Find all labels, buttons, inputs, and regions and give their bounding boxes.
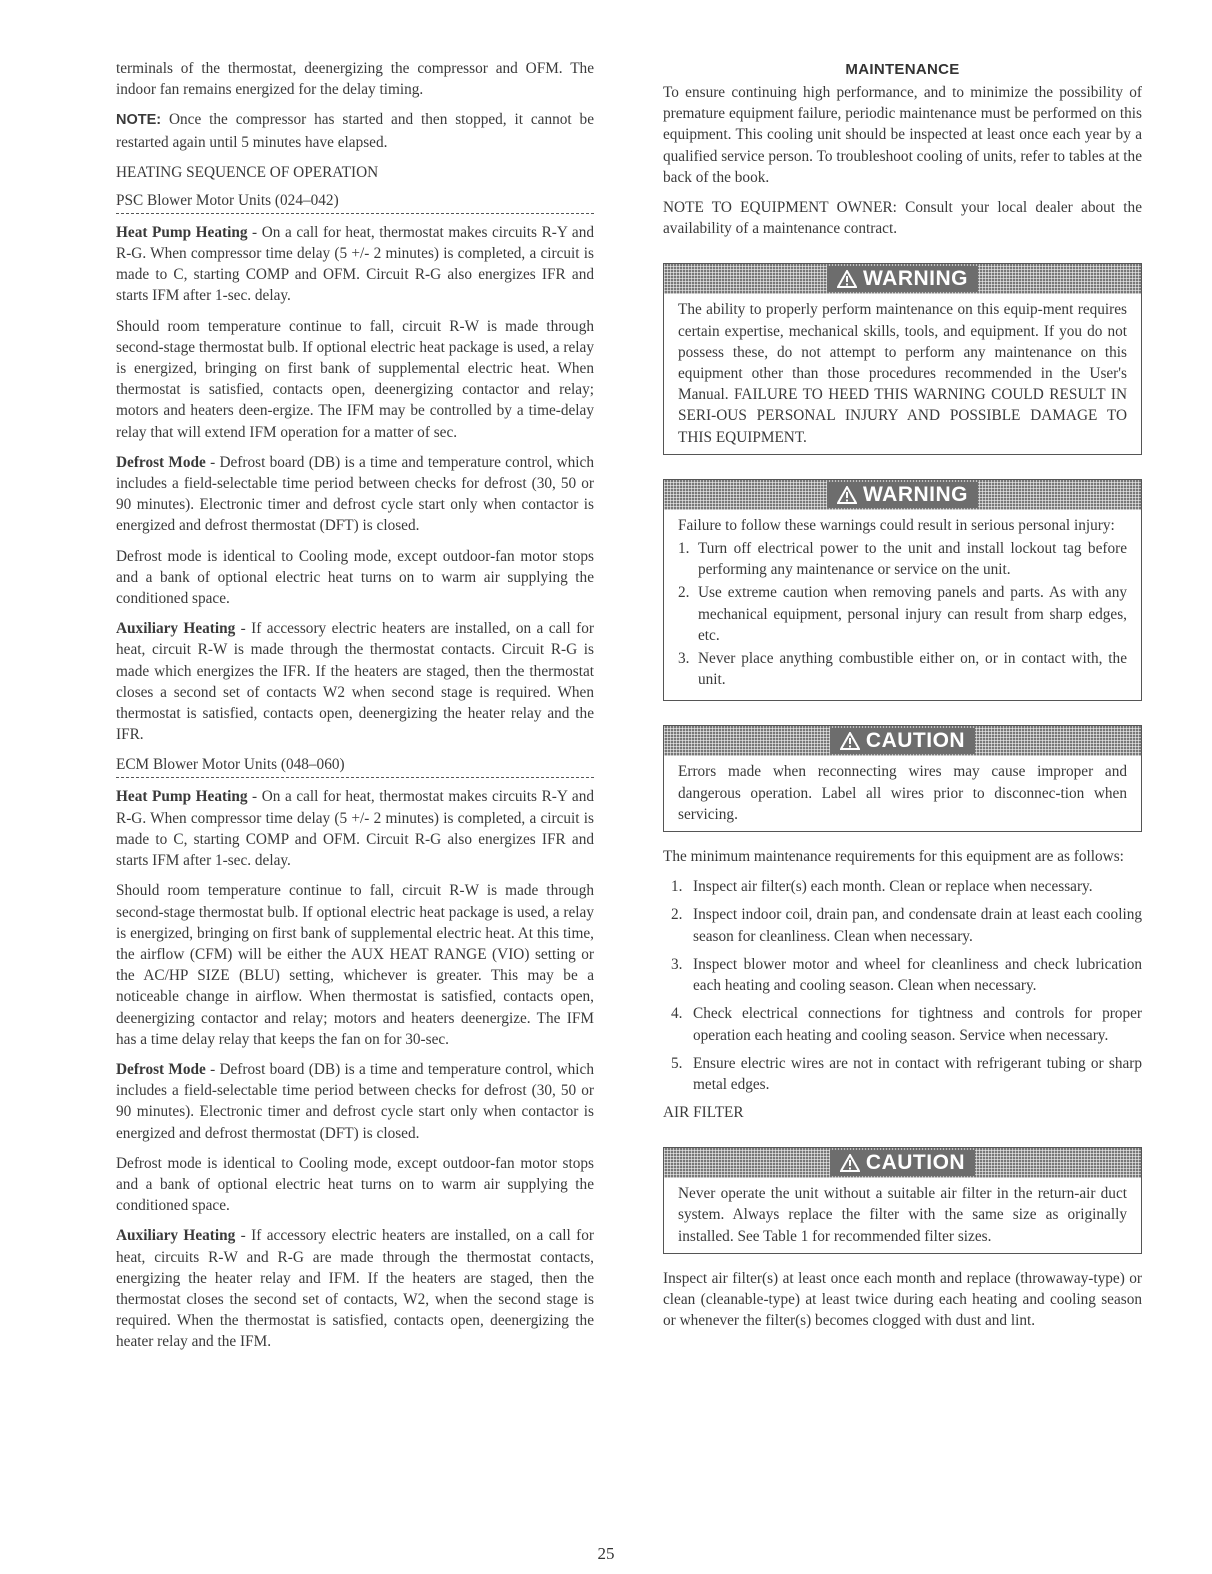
warning-triangle-icon bbox=[837, 486, 857, 504]
psc-aux-paragraph bbox=[116, 618, 594, 745]
psc-heat-pump-label: Heat Pump Heating bbox=[116, 223, 248, 241]
warning-1-text: The ability to properly perform maintenance on this equip-ment requires certain expertise, mechanical skills, tools, and equipment. If you do not possess these, do not attempt to perform any maintenance on this equipment other than those procedures recommended in the User's Manual. FAILURE TO HEED THIS WARNING COULD RESULT IN SERI-OUS PERSONAL INJURY AND POSSIBLE DAMAGE TO THIS EQUIPMENT. bbox=[678, 301, 1127, 446]
warning-box-1 bbox=[663, 263, 1142, 454]
psc-heat-pump-paragraph bbox=[116, 222, 594, 307]
list-item: 4. Check electrical connections for tightness and controls for proper operation each heating and cooling season. Service when necessary. bbox=[671, 1005, 1142, 1044]
right-column bbox=[663, 58, 1142, 1340]
psc-aux-text: - If accessory electric heaters are installed, on a call for heat, circuit R-W is made through the thermostat contacts. Circuit R-G is made which energizes the IFR. If the heaters are staged, then the thermostat closes a second set of contacts W2 when second stage is required. When thermostat is satisfied, contacts open, deenergizing the heater relay and the IFR. bbox=[116, 620, 595, 744]
maintenance-title: MAINTENANCE bbox=[845, 61, 960, 78]
owner-note: NOTE TO EQUIPMENT OWNER: Consult your local dealer about the availability of a maintenance contract. bbox=[663, 199, 1142, 238]
list-item: 2. Use extreme caution when removing panels and parts. As with any mechanical equipment, personal injury can result from sharp edges, etc. bbox=[678, 584, 1127, 644]
ecm-aux-paragraph bbox=[116, 1225, 594, 1352]
caution-2-text: Never operate the unit without a suitable air filter in the return-air duct system. Always replace the filter with the same size as originally installed. See Table 1 for recommended filter sizes. bbox=[678, 1185, 1127, 1245]
caution-box-2 bbox=[663, 1147, 1142, 1254]
warning-triangle-icon bbox=[837, 270, 857, 288]
caution-label: CAUTION bbox=[865, 729, 966, 753]
ecm-defrost-identical-paragraph: Defrost mode is identical to Cooling mode, except outdoor-fan motor stops and a bank of optional electric heat turns on to warm air supplying the conditioned space. bbox=[116, 1154, 594, 1215]
caution-1-text: Errors made when reconnecting wires may cause improper and dangerous operation. Label all wires prior to disconnec-tion when servicing. bbox=[678, 763, 1127, 823]
caution-banner bbox=[664, 1148, 1141, 1178]
warning-banner bbox=[664, 480, 1141, 510]
warning-triangle-icon bbox=[840, 732, 860, 750]
ecm-aux-label: Auxiliary Heating bbox=[116, 1227, 236, 1245]
list-item: 2. Inspect indoor coil, drain pan, and condensate drain at least each cooling season for cleanliness. Clean when necessary. bbox=[671, 906, 1142, 945]
ecm-heat-pump-paragraph bbox=[116, 786, 594, 871]
psc-defrost-text: - Defrost board (DB) is a time and temperature control, which includes a field-selectable time period between checks for defrost (30, 50 or 90 minutes). Electronic timer and defrost cycle start only when contactor is energized and defrost thermostat (DFT) is closed. bbox=[116, 453, 594, 535]
psc-defrost-paragraph bbox=[116, 452, 594, 537]
psc-aux-label: Auxiliary Heating bbox=[116, 620, 236, 638]
ecm-temp-fall-paragraph: Should room temperature continue to fall, circuit R-W is made through second-stage thermostat bulb. If optional electric heat package is used, a relay is energized, bringing on first bank of supplemental electric heat. At this time, the airflow (CFM) will be either the AUX HEAT RANGE (VIO) setting or the AC/HP SIZE (BLU) setting, whichever is greater. This may be a noticeable change in airflow. When thermostat is satisfied, contacts open, deenergizing contactor and relay; motors and heaters deenergize. The IFM has a time delay relay that keeps the fan on for 30-sec. bbox=[116, 882, 594, 1048]
requirements-list bbox=[663, 876, 1142, 1095]
ecm-aux-text: - If accessory electric heaters are installed, on a call for heat, circuits R-W and R-G are made through the thermostat contacts, energizing the heater relay and IFM. If the heaters are staged, then the thermostat closes the second set of contacts, W2, when the second stage is required. When the thermostat is satisfied, contacts open, deenergizing the heater relay and the IFM. bbox=[116, 1227, 595, 1351]
list-item: 1. Inspect air filter(s) each month. Clean or replace when necessary. bbox=[671, 878, 1093, 896]
caution-box-1 bbox=[663, 725, 1142, 832]
maintenance-intro: To ensure continuing high performance, and to minimize the possibility of premature equipment failure, periodic maintenance must be performed on this equipment. This cooling unit should be inspected at least once each year by a qualified service person. To troubleshoot cooling of units, refer to tables at the back of the book. bbox=[663, 84, 1142, 186]
ecm-heat-pump-text: - On a call for heat, thermostat makes circuits R-Y and R-G. When compressor time delay (5 +/- 2 minutes) is completed, a circuit is made to C, starting COMP and OFM. Circuit R-G also energizes IFR and starts IFM after 1-sec. delay. bbox=[116, 788, 594, 870]
air-filter-heading: AIR FILTER bbox=[663, 1104, 744, 1122]
psc-heat-pump-text: - On a call for heat, thermostat makes circuits R-Y and R-G. When compressor time delay (5 +/- 2 minutes) is completed, a circuit is made to C, starting COMP and OFM. Circuit R-G also energizes IFR and starts IFM after 1-sec. delay. bbox=[116, 223, 594, 305]
warning-label: WARNING bbox=[863, 267, 968, 291]
list-item: 3. Inspect blower motor and wheel for cleanliness and check lubrication each heating and cooling season. Clean when necessary. bbox=[671, 955, 1142, 995]
psc-blower-heading: PSC Blower Motor Units (024–042) bbox=[116, 190, 594, 214]
note-text: Once the compressor has started and then stopped, it cannot be restarted again until 5 minutes have elapsed. bbox=[116, 111, 594, 151]
psc-temp-fall-paragraph: Should room temperature continue to fall, circuit R-W is made through second-stage thermostat bulb. If optional electric heat package is used, a relay is energized, bringing on first bank of supplemental electric heat. When thermostat is satisfied, contacts open, deenergizing contactor and relay; motors and heaters deen-ergize. The IFM may be controlled by a time-delay relay that will extend IFM operation for a matter of sec. bbox=[116, 317, 594, 441]
warning-triangle-icon bbox=[840, 1154, 860, 1172]
ecm-heat-pump-label: Heat Pump Heating bbox=[116, 788, 248, 806]
psc-defrost-identical-paragraph: Defrost mode is identical to Cooling mode, except outdoor-fan motor stops and a bank of optional electric heat turns on to warm air supplying the conditioned space. bbox=[116, 547, 594, 608]
warning-box-2 bbox=[663, 479, 1142, 702]
intro-paragraph: terminals of the thermostat, deenergizing the compressor and OFM. The indoor fan remains energized for the delay timing. bbox=[116, 60, 594, 99]
note-label: NOTE: bbox=[116, 112, 162, 129]
ecm-blower-heading: ECM Blower Motor Units (048–060) bbox=[116, 754, 594, 778]
filter-paragraph: Inspect air filter(s) at least once each month and replace (throwaway-type) or clean (cleanable-type) at least twice during each heating and cooling season or whenever the filter(s) becomes clogged with dust and lint. bbox=[663, 1269, 1142, 1330]
heating-sequence-heading: HEATING SEQUENCE OF OPERATION bbox=[116, 163, 379, 181]
ecm-defrost-text: - Defrost board (DB) is a time and temperature control, which includes a field-selectable time period between checks for defrost (30, 50 or 90 minutes). Electronic timer and defrost cycle start only when contactor is energized and defrost thermostat (DFT) is closed. bbox=[116, 1060, 594, 1142]
page-number: 25 bbox=[597, 1544, 615, 1563]
list-item: 5. Ensure electric wires are not in contact with refrigerant tubing or sharp metal edges. bbox=[671, 1054, 1142, 1093]
caution-banner bbox=[664, 726, 1141, 756]
list-item: 3. Never place anything combustible either on, or in contact with, the unit. bbox=[678, 650, 1127, 689]
note-paragraph bbox=[116, 109, 594, 152]
warning-banner bbox=[664, 264, 1141, 294]
warning-2-intro: Failure to follow these warnings could result in serious personal injury: bbox=[678, 516, 1115, 534]
left-column bbox=[116, 58, 594, 1362]
ecm-defrost-paragraph bbox=[116, 1059, 594, 1144]
min-requirements-intro: The minimum maintenance requirements for this equipment are as follows: bbox=[663, 848, 1124, 866]
ecm-defrost-label: Defrost Mode bbox=[116, 1060, 206, 1078]
psc-defrost-label: Defrost Mode bbox=[116, 453, 206, 471]
warning-2-list bbox=[678, 538, 1127, 690]
list-item: 1. Turn off electrical power to the unit and install lockout tag before performing any maintenance or service on the unit. bbox=[678, 540, 1127, 579]
caution-label: CAUTION bbox=[865, 1151, 966, 1175]
warning-label: WARNING bbox=[863, 482, 968, 506]
